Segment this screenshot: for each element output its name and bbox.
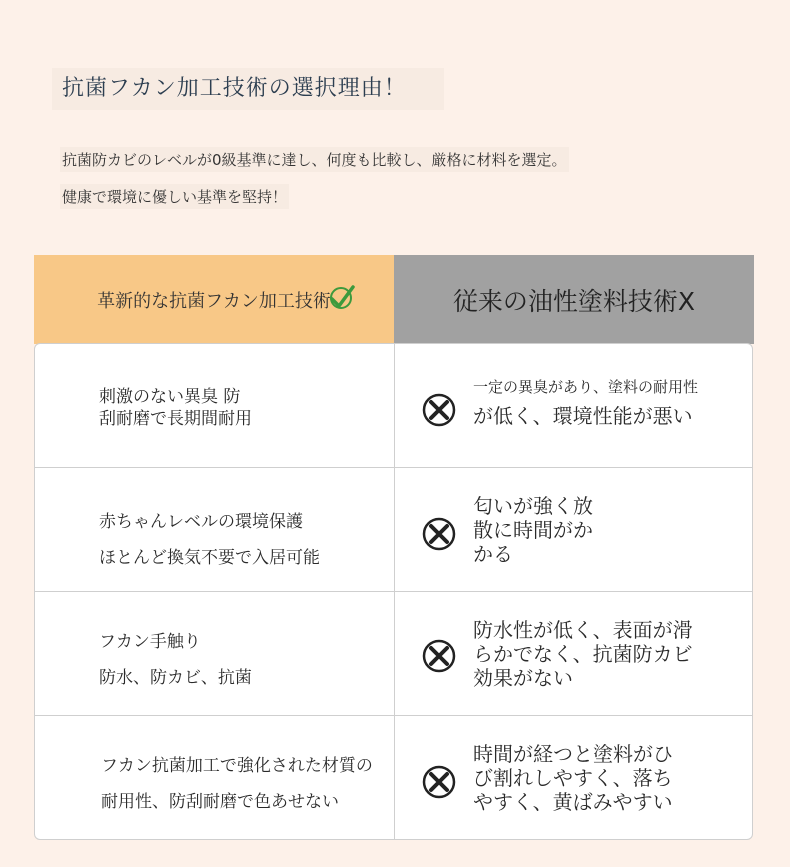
cross-circle-icon bbox=[421, 392, 457, 428]
header-new-tech bbox=[34, 255, 394, 344]
page-title: 抗菌フカン加工技術の選択理由！ bbox=[52, 68, 444, 110]
row-2-right-line-2: 散に時間がか bbox=[473, 518, 593, 542]
table-row bbox=[35, 344, 752, 468]
column-divider bbox=[394, 344, 395, 467]
row-4-right-line-1: 時間が経つと塗料がひ bbox=[473, 742, 673, 766]
comparison-table bbox=[34, 343, 753, 840]
row-4-left-line-2: 耐用性、防刮耐磨で色あせない bbox=[101, 792, 339, 812]
header-old-tech-label: 従来の油性塗料技術X bbox=[452, 286, 696, 316]
cross-circle-icon bbox=[421, 516, 457, 552]
column-divider bbox=[394, 468, 395, 591]
cross-circle-icon bbox=[421, 638, 457, 674]
row-4-left-line-1: フカン抗菌加工で強化された材質の bbox=[101, 756, 373, 776]
row-4-right-line-2: び割れしやすく、落ち bbox=[473, 766, 673, 790]
table-row bbox=[35, 716, 752, 840]
row-4-right-line-3: やすく、黄ばみやすい bbox=[473, 790, 673, 814]
row-2-right-line-3: かる bbox=[473, 542, 513, 566]
row-1-right-line-1: 一定の異臭があり、塗料の耐用性 bbox=[473, 378, 699, 396]
table-row bbox=[35, 468, 752, 592]
row-1-left-line-1: 刺激のない異臭 防 bbox=[99, 387, 241, 407]
row-2-left-line-1: 赤ちゃんレベルの環境保護 bbox=[99, 512, 303, 532]
row-3-right-line-1: 防水性が低く、表面が滑 bbox=[473, 618, 693, 642]
row-1-left-line-2: 刮耐磨で長期間耐用 bbox=[99, 409, 252, 429]
row-3-left bbox=[99, 624, 252, 696]
column-divider bbox=[394, 716, 395, 840]
row-1-right-line-2: が低く、環境性能が悪い bbox=[473, 404, 693, 428]
description-line-2: 健康で環境に優しい基準を堅持！ bbox=[60, 184, 289, 209]
cross-circle-icon bbox=[421, 764, 457, 800]
row-3-right-line-3: 効果がない bbox=[473, 666, 573, 690]
header-old-tech bbox=[394, 255, 754, 344]
row-3-left-line-2: 防水、防カビ、抗菌 bbox=[99, 668, 252, 688]
row-2-right bbox=[473, 494, 593, 566]
row-4-right bbox=[473, 742, 673, 814]
row-2-left-line-2: ほとんど換気不要で入居可能 bbox=[99, 548, 320, 568]
row-1-left bbox=[99, 386, 252, 430]
row-4-left bbox=[101, 748, 373, 820]
header-new-tech-label: 革新的な抗菌フカン加工技術 bbox=[97, 290, 331, 312]
column-divider bbox=[394, 592, 395, 715]
row-2-left bbox=[99, 504, 320, 576]
row-3-right bbox=[473, 618, 693, 690]
description-line-1: 抗菌防カビのレベルが0級基準に達し、何度も比較し、厳格に材料を選定。 bbox=[60, 147, 569, 172]
row-3-left-line-1: フカン手触り bbox=[99, 632, 201, 652]
row-3-right-line-2: らかでなく、抗菌防カビ bbox=[473, 642, 693, 666]
check-icon bbox=[326, 283, 356, 313]
row-1-right bbox=[473, 376, 698, 428]
table-row bbox=[35, 592, 752, 716]
row-2-right-line-1: 匂いが強く放 bbox=[473, 494, 593, 518]
